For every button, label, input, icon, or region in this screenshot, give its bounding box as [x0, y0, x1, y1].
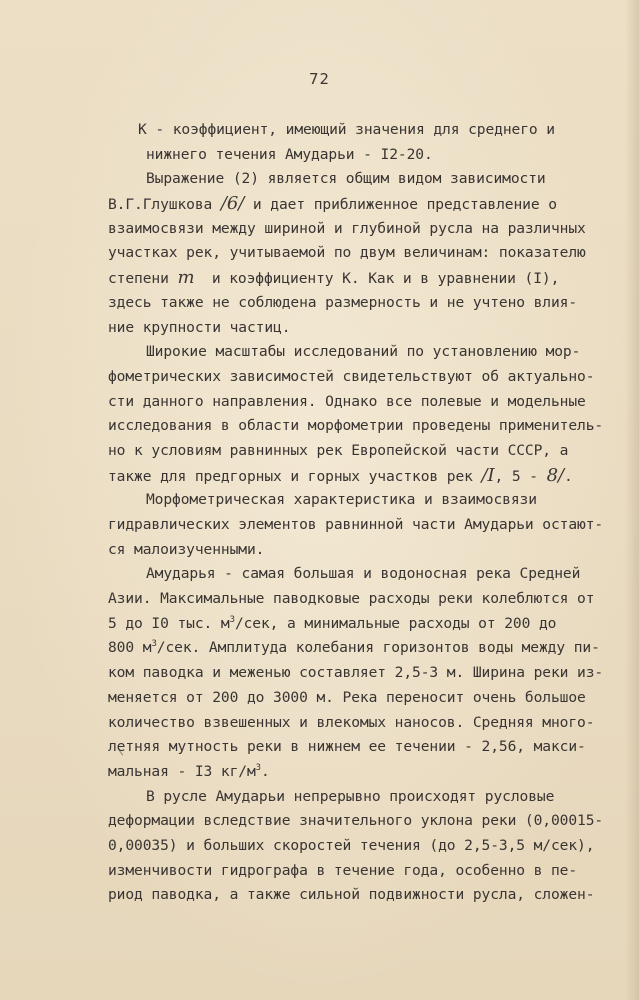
text-line: ние крупности частиц.: [108, 318, 291, 336]
text-line: [108, 612, 628, 637]
handwritten-reference: 8/: [546, 464, 564, 486]
text-line: летняя мутность реки в нижнем ее течении - 2,56, макси-: [108, 738, 586, 756]
text-line: фометрических зависимостей свидетельствуют об актуально-: [108, 367, 595, 385]
text-line: Морфометрическая характеристика и взаимосвязи: [146, 491, 537, 509]
text-segment: 5 до I0 тыс. м: [108, 614, 230, 632]
text-line: Выражение (2) является общим видом зависимости: [146, 170, 546, 188]
text-line: деформации вследствие значительного уклона реки (0,00015-: [108, 812, 604, 830]
text-line: К - коэффициент, имеющий значения для среднего и: [138, 121, 555, 138]
text-line: ся малоизученными.: [108, 540, 265, 558]
text-line: Широкие масштабы исследований по установлению мор-: [146, 343, 581, 361]
text-line: Амударья - самая большая и водоносная река Средней: [146, 565, 581, 583]
text-line: количество взвешенных и влекомых наносов. Средняя много-: [108, 713, 595, 731]
handwritten-symbol-m: m: [177, 267, 195, 289]
handwritten-reference: /6/: [220, 193, 245, 215]
text-line: [108, 464, 628, 489]
text-segment: В.Г.Глушкова: [108, 196, 221, 214]
text-line: [108, 760, 628, 785]
text-line: [108, 192, 628, 217]
text-segment: , 5 -: [494, 467, 547, 485]
page-number: 72: [309, 70, 330, 88]
text-line: [108, 266, 628, 291]
text-segment: /сек. Амплитуда колебания горизонтов воды между пи-: [156, 639, 600, 657]
superscript: 3: [255, 762, 261, 773]
text-line: [108, 636, 628, 661]
text-segment: .: [563, 467, 573, 485]
text-line: меняется от 200 до 3000 м. Река переносит очень большое: [108, 688, 586, 706]
text-segment: и дает приближенное представление о: [244, 196, 557, 214]
text-segment: и коэффициенту К. Как и в уравнении (I),: [194, 270, 560, 288]
superscript: 3: [151, 639, 157, 650]
text-segment: мальная - I3 кг/м: [108, 762, 256, 780]
text-line: участках рек, учитываемой по двум величинам: показателю: [108, 244, 586, 262]
text-segment: также для предгорных и горных участков рек: [108, 467, 482, 485]
text-line: но к условиям равнинных рек Европейской части СССР, а: [108, 441, 569, 459]
document-body: [108, 118, 628, 908]
text-line: нижнего течения Амударьи - I2-20.: [146, 145, 433, 163]
text-line: исследования в области морфометрии проведены применитель-: [108, 417, 604, 435]
text-line: взаимосвязи между шириной и глубиной русла на различных: [108, 219, 586, 237]
text-line: гидравлических элементов равнинной части Амударьи остают-: [108, 516, 604, 533]
handwritten-reference: /I: [481, 464, 495, 486]
text-segment: .: [261, 762, 270, 780]
text-line: Азии. Максимальные паводковые расходы реки колеблются от: [108, 590, 595, 608]
superscript: 3: [229, 614, 235, 625]
text-segment: степени: [108, 270, 178, 288]
text-line: изменчивости гидрографа в течение года, особенно в пе-: [108, 861, 578, 879]
text-line: здесь также не соблюдена размерность и не учтено влия-: [108, 293, 578, 311]
text-line: 0,00035) и больших скоростей течения (до 2,5-3,5 м/сек),: [108, 836, 595, 854]
text-segment: /сек, а минимальные расходы от 200 до: [234, 614, 557, 632]
text-line: ком паводка и меженью составляет 2,5-3 м. Ширина реки из-: [108, 664, 604, 682]
text-line: сти данного направления. Однако все полевые и модельные: [108, 392, 586, 410]
text-segment: 800 м: [108, 639, 152, 657]
text-line: В русле Амударьи непрерывно происходят русловые: [146, 787, 555, 805]
text-line: риод паводка, а также сильной подвижности русла, сложен-: [108, 886, 595, 904]
